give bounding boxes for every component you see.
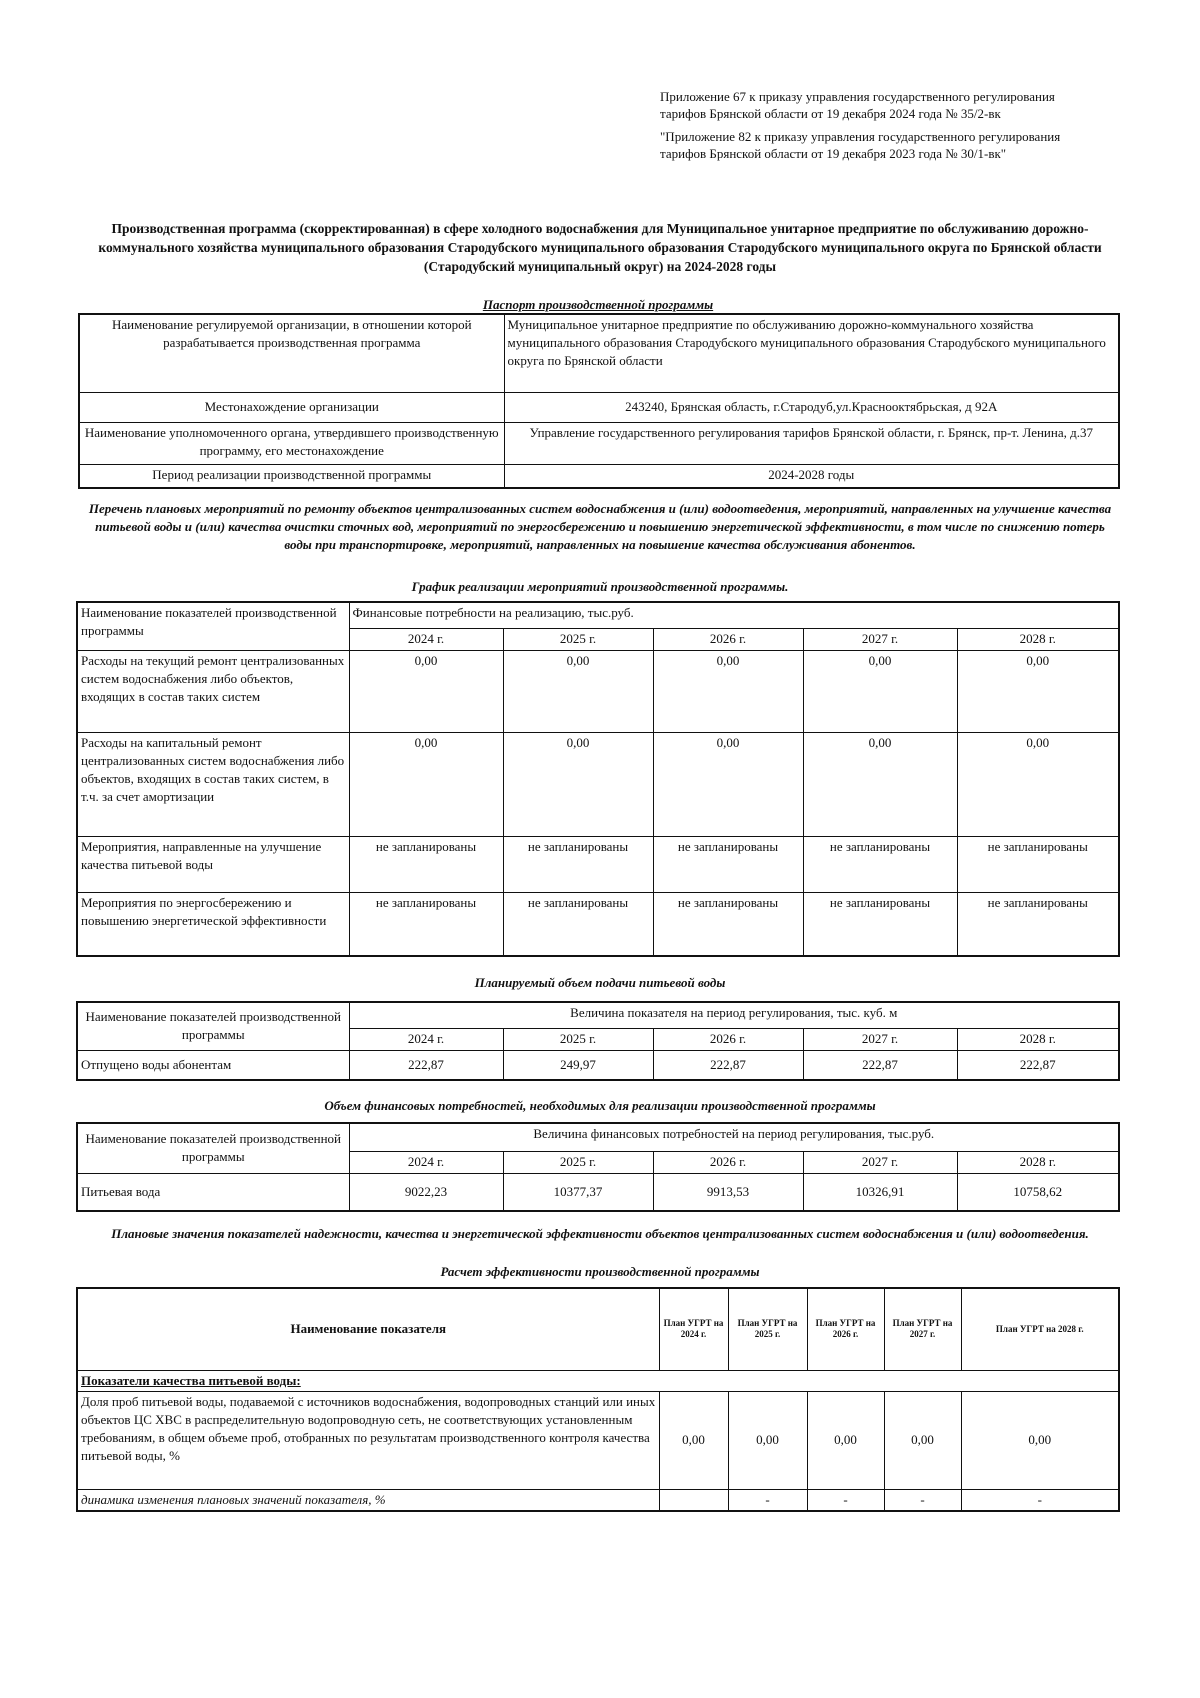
finance-col-header: Наименование показателей производственной программы	[77, 1123, 349, 1173]
measures-year: 2025 г.	[503, 628, 653, 650]
passport-value-org: Муниципальное унитарное предприятие по обслуживанию дорожно-коммунального хозяйства муниципального образования Стародубского муниципального образования Стародубского муниципального округа по Брянской области	[504, 314, 1119, 392]
measures-subcaption: График реализации мероприятий производственной программы.	[411, 579, 789, 594]
measures-year: 2027 г.	[803, 628, 957, 650]
volume-cell: 249,97	[503, 1050, 653, 1080]
passport-label-authority: Наименование уполномоченного органа, утвердившего производственную программу, его местонахождение	[79, 422, 504, 464]
indicators-cell: 0,00	[884, 1391, 961, 1489]
indicators-plan-header: План УГРТ на 2024 г.	[659, 1288, 728, 1370]
measures-group-header: Финансовые потребности на реализацию, тыс.руб.	[349, 602, 1119, 628]
measures-cell: 0,00	[653, 732, 803, 836]
volume-cell: 222,87	[803, 1050, 957, 1080]
indicators-section-title: Показатели качества питьевой воды:	[77, 1370, 1119, 1391]
volume-row-label: Отпущено воды абонентам	[77, 1050, 349, 1080]
measures-cell: не запланированы	[503, 892, 653, 956]
header-notes	[660, 88, 1100, 168]
finance-caption: Объем финансовых потребностей, необходимых для реализации производственной программы	[324, 1098, 876, 1113]
finance-table	[76, 1122, 1120, 1212]
measures-table	[76, 601, 1120, 957]
measures-cell: не запланированы	[349, 892, 503, 956]
measures-year: 2026 г.	[653, 628, 803, 650]
volume-cell: 222,87	[349, 1050, 503, 1080]
volume-year: 2026 г.	[653, 1028, 803, 1050]
volume-year: 2024 г.	[349, 1028, 503, 1050]
indicators-plan-header: План УГРТ на 2027 г.	[884, 1288, 961, 1370]
volume-cell: 222,87	[653, 1050, 803, 1080]
measures-cell: 0,00	[503, 650, 653, 732]
header-note-2: "Приложение 82 к приказу управления государственного регулирования тарифов Брянской области от 19 декабря 2023 года № 30/1-вк"	[660, 129, 1061, 161]
passport-caption: Паспорт производственной программы	[482, 297, 714, 312]
indicators-dynamics-cell: -	[728, 1489, 807, 1511]
finance-row-label: Питьевая вода	[77, 1173, 349, 1211]
volume-col-header: Наименование показателей производственной программы	[77, 1002, 349, 1050]
finance-cell: 9913,53	[653, 1173, 803, 1211]
measures-cell: 0,00	[503, 732, 653, 836]
passport-table	[78, 313, 1120, 489]
finance-year: 2026 г.	[653, 1151, 803, 1173]
header-note-1: Приложение 67 к приказу управления государственного регулирования тарифов Брянской области от 19 декабря 2024 года № 35/2-вк	[660, 89, 1055, 121]
indicators-plan-header: План УГРТ на 2025 г.	[728, 1288, 807, 1370]
indicators-row-label: Доля проб питьевой воды, подаваемой с источников водоснабжения, водопроводных станций или иных объектов ЦС ХВС в распределительную водопроводную сеть, не соответствующих установленным требованиям, в общем объеме проб, отобранных по результатам производственного контроля качества питьевой воды, %	[77, 1391, 659, 1489]
document-title: Производственная программа (скорректированная) в сфере холодного водоснабжения для Муниципальное унитарное предприятие по обслуживанию дорожно-коммунального хозяйства муниципального образования Стародубского муниципального образования Стародубского муниципального округа по Брянской области (Стародубский муниципальный округ) на 2024-2028 годы	[98, 221, 1102, 274]
volume-year: 2025 г.	[503, 1028, 653, 1050]
volume-year: 2028 г.	[957, 1028, 1119, 1050]
indicators-dynamics-cell: -	[884, 1489, 961, 1511]
passport-label-location: Местонахождение организации	[79, 392, 504, 422]
table-row	[77, 1489, 1119, 1511]
table-row	[77, 1173, 1119, 1211]
table-row	[77, 836, 1119, 892]
measures-cell: не запланированы	[653, 836, 803, 892]
finance-group-header: Величина финансовых потребностей на период регулирования, тыс.руб.	[349, 1123, 1119, 1151]
measures-cell: не запланированы	[803, 892, 957, 956]
measures-cell: не запланированы	[653, 892, 803, 956]
measures-cell: не запланированы	[957, 892, 1119, 956]
measures-cell: 0,00	[349, 732, 503, 836]
passport-value-location: 243240, Брянская область, г.Стародуб,ул.Краснооктябрьская, д 92А	[504, 392, 1119, 422]
measures-row-label: Мероприятия, направленные на улучшение качества питьевой воды	[77, 836, 349, 892]
passport-value-authority: Управление государственного регулирования тарифов Брянской области, г. Брянск, пр-т. Ленина, д.37	[504, 422, 1119, 464]
measures-cell: не запланированы	[349, 836, 503, 892]
measures-year: 2028 г.	[957, 628, 1119, 650]
volume-caption: Планируемый объем подачи питьевой воды	[474, 975, 726, 990]
measures-cell: 0,00	[957, 732, 1119, 836]
measures-cell: не запланированы	[957, 836, 1119, 892]
table-row	[77, 732, 1119, 836]
measures-year: 2024 г.	[349, 628, 503, 650]
measures-cell: 0,00	[803, 650, 957, 732]
measures-cell: 0,00	[957, 650, 1119, 732]
indicators-cell: 0,00	[728, 1391, 807, 1489]
passport-label-period: Период реализации производственной программы	[79, 464, 504, 488]
finance-year: 2028 г.	[957, 1151, 1119, 1173]
indicators-subcaption: Расчет эффективности производственной программы	[440, 1264, 760, 1279]
passport-value-period: 2024-2028 годы	[504, 464, 1119, 488]
indicators-cell: 0,00	[961, 1391, 1119, 1489]
finance-year: 2027 г.	[803, 1151, 957, 1173]
measures-row-label: Расходы на капитальный ремонт централизованных систем водоснабжения либо объектов, входящих в состав таких систем, в т.ч. за счет амортизации	[77, 732, 349, 836]
volume-cell: 222,87	[957, 1050, 1119, 1080]
indicators-col-header: Наименование показателя	[77, 1288, 659, 1370]
measures-cell: не запланированы	[803, 836, 957, 892]
volume-year: 2027 г.	[803, 1028, 957, 1050]
finance-cell: 10326,91	[803, 1173, 957, 1211]
finance-year: 2024 г.	[349, 1151, 503, 1173]
table-row	[77, 650, 1119, 732]
measures-row-label: Расходы на текущий ремонт централизованных систем водоснабжения либо объектов, входящих в состав таких систем	[77, 650, 349, 732]
table-row	[77, 892, 1119, 956]
volume-table	[76, 1001, 1120, 1081]
indicators-dynamics-cell: -	[961, 1489, 1119, 1511]
measures-col-header: Наименование показателей производственной программы	[77, 602, 349, 650]
measures-row-label: Мероприятия по энергосбережению и повышению энергетической эффективности	[77, 892, 349, 956]
measures-cell: 0,00	[803, 732, 957, 836]
indicators-dynamics-cell: -	[807, 1489, 884, 1511]
measures-caption: Перечень плановых мероприятий по ремонту объектов централизованных систем водоснабжения и (или) водоотведения, мероприятий, направленных на улучшение качества питьевой воды и (или) качества очистки сточных вод, мероприятий по энергосбережению и повышению энергетической эффективности, в том числе по снижению потерь воды при транспортировке, мероприятий, направленных на повышение качества обслуживания абонентов.	[88, 501, 1112, 552]
finance-cell: 10377,37	[503, 1173, 653, 1211]
indicators-dynamics-label: динамика изменения плановых значений показателя, %	[77, 1489, 659, 1511]
indicators-dynamics-cell	[659, 1489, 728, 1511]
indicators-caption: Плановые значения показателей надежности, качества и энергетической эффективности объектов централизованных систем водоснабжения и (или) водоотведения.	[111, 1226, 1089, 1241]
indicators-cell: 0,00	[807, 1391, 884, 1489]
indicators-cell: 0,00	[659, 1391, 728, 1489]
volume-group-header: Величина показателя на период регулирования, тыс. куб. м	[349, 1002, 1119, 1028]
indicators-plan-header: План УГРТ на 2026 г.	[807, 1288, 884, 1370]
indicators-table	[76, 1287, 1120, 1512]
finance-cell: 10758,62	[957, 1173, 1119, 1211]
finance-year: 2025 г.	[503, 1151, 653, 1173]
finance-cell: 9022,23	[349, 1173, 503, 1211]
indicators-plan-header: План УГРТ на 2028 г.	[961, 1288, 1119, 1370]
measures-cell: 0,00	[653, 650, 803, 732]
table-row	[77, 1391, 1119, 1489]
measures-cell: не запланированы	[503, 836, 653, 892]
table-row	[77, 1050, 1119, 1080]
measures-cell: 0,00	[349, 650, 503, 732]
passport-label-org: Наименование регулируемой организации, в отношении которой разрабатывается производственная программа	[79, 314, 504, 392]
